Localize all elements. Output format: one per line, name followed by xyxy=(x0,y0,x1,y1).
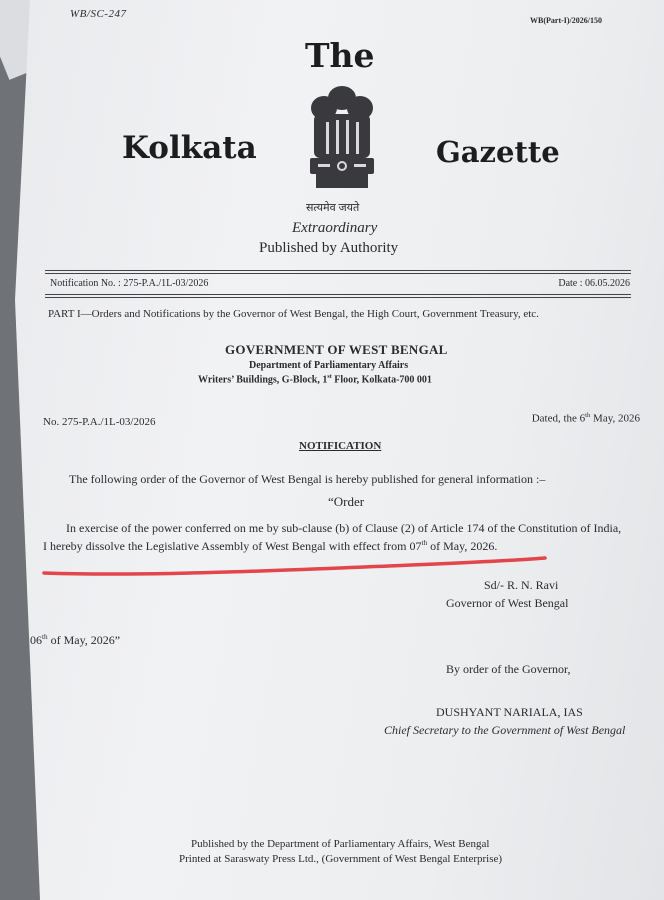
order-date: 06th of May, 2026” xyxy=(30,633,121,647)
officer-name: DUSHYANT NARIALA, IAS xyxy=(436,705,583,719)
published-by-authority: Published by Authority xyxy=(259,240,399,256)
part-heading: PART I—Orders and Notifications by the Governor of West Bengal, the High Court, Government Treasury, etc. xyxy=(48,308,539,320)
top-rule xyxy=(45,270,631,271)
notice-number: No. 275-P.A./1L-03/2026 xyxy=(43,416,156,428)
order-body-line-2: I hereby dissolve the Legislative Assembly of West Bengal with effect from 07th of May, 2026. xyxy=(43,539,498,553)
reference-code-left: WB/SC-247 xyxy=(70,8,127,20)
notification-heading: NOTIFICATION xyxy=(299,440,382,452)
signature-sd: Sd/- R. N. Ravi xyxy=(484,578,559,592)
officer-designation: Chief Secretary to the Government of West Bengal xyxy=(384,723,626,737)
footer-printed-at: Printed at Saraswaty Press Ltd., (Government of West Bengal Enterprise) xyxy=(179,853,503,865)
red-highlight-underline xyxy=(40,556,550,580)
masthead-kolkata: Kolkata xyxy=(122,130,257,166)
order-label: “Order xyxy=(328,494,365,509)
signatory-designation: Governor of West Bengal xyxy=(446,596,569,610)
masthead-the: The xyxy=(305,36,375,75)
masthead-gazette: Gazette xyxy=(436,135,560,169)
edition-extraordinary: Extraordinary xyxy=(292,220,378,236)
department-name: Department of Parliamentary Affairs xyxy=(249,360,409,371)
notification-number-bar: Notification No. : 275-P.A./1L-03/2026 xyxy=(50,278,209,289)
emblem-motto: सत्यमेव जयते xyxy=(306,202,360,214)
office-address: Writers’ Buildings, G-Block, 1st Floor, Kolkata-700 001 xyxy=(198,374,432,386)
top-rule-double xyxy=(45,273,631,274)
bottom-rule xyxy=(45,294,631,295)
reference-code-right: WB(Part-I)/2026/150 xyxy=(530,16,602,25)
notification-date-bar: Date : 06.05.2026 xyxy=(558,278,630,289)
notice-date: Dated, the 6th May, 2026 xyxy=(531,412,640,425)
government-heading: GOVERNMENT OF WEST BENGAL xyxy=(225,342,448,357)
state-emblem-icon xyxy=(296,80,388,200)
footer-published-by: Published by the Department of Parliamentary Affairs, West Bengal xyxy=(191,838,490,850)
order-body-line-1: In exercise of the power conferred on me by sub-clause (b) of Clause (2) of Article 174 of the Constitution of India, xyxy=(66,521,622,535)
notice-intro: The following order of the Governor of West Bengal is hereby published for general information :– xyxy=(69,472,546,486)
by-order-line: By order of the Governor, xyxy=(446,662,571,676)
bottom-rule-double xyxy=(45,297,631,298)
